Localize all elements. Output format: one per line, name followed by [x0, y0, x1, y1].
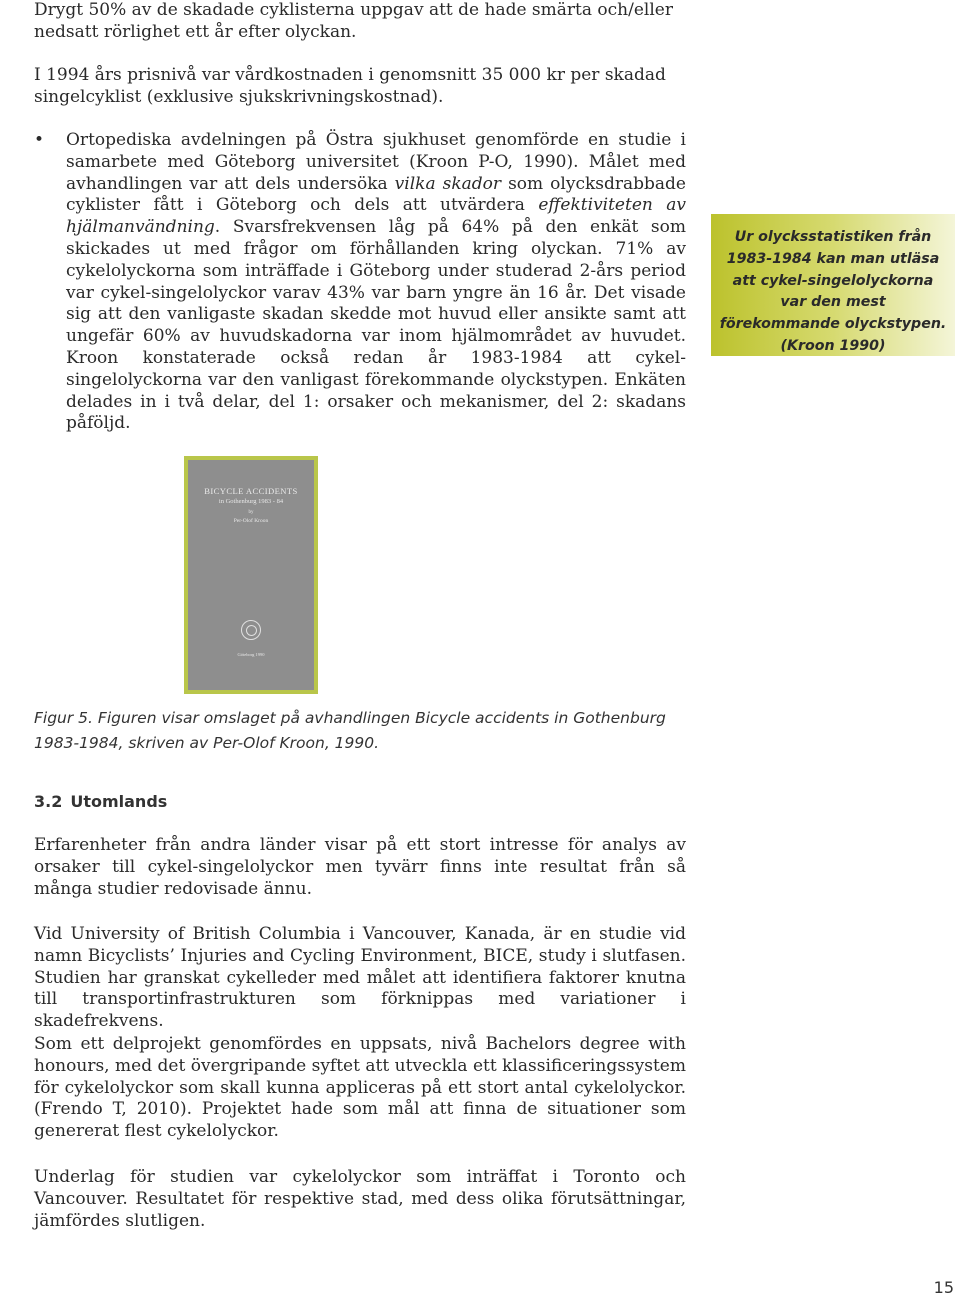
intro-paragraph-2: I 1994 års prisnivå var vårdkostnaden i genomsnitt 35 000 kr per skadad singelcyklist (exklusive sjukskrivningskostnad). — [34, 65, 666, 107]
cover-title: BICYCLE ACCIDENTS — [204, 486, 298, 496]
callout-box — [711, 214, 955, 356]
bullet-icon: • — [34, 130, 45, 150]
bullet-item — [34, 130, 686, 435]
bullet-emphasis-injuries: vilka skador — [394, 173, 502, 194]
page-number: 15 — [933, 1278, 954, 1297]
figure-frame — [184, 456, 318, 694]
cover-author: Per-Olof Kroon — [233, 518, 269, 524]
bullet-text — [66, 130, 686, 435]
section-heading — [34, 792, 167, 811]
cover-by: by — [248, 510, 254, 515]
body-paragraph-3: Som ett delprojekt genomfördes en uppsats, nivå Bachelors degree with honours, med det övergripande syftet att utveckla ett klassificeringssystem för cykelolyckor som skall kunna appliceras på ett stort antal cykelolyckor. (Frendo T, 2010). Projektet hade som mål att finna de situationer som genererat flest cykelolyckor. — [34, 1034, 686, 1142]
cover-subtitle: in Gothenburg 1983 - 84 — [218, 498, 284, 505]
university-seal-icon — [241, 620, 261, 640]
cover-place: Göteborg 1990 — [237, 652, 265, 657]
book-cover-image — [188, 460, 314, 690]
intro-paragraph-1: Drygt 50% av de skadade cyklisterna uppgav att de hade smärta och/eller nedsatt rörlighet ett år efter olyckan. — [34, 0, 673, 42]
bullet-text-part-2: som olycksdrabbade cyklister fått i Göteborg och dels att utvärdera — [66, 173, 686, 216]
section-title: Utomlands — [70, 792, 168, 811]
bullet-text-part-3: . Svarsfrekvensen låg på 64% på den enkät som skickades ut med frågor om förhållanden kring olyckan. 71% av cykelolyckorna som inträffade i Göteborg under studerad 2-års period var cykel-singelolyckor varav 43% var barn yngre än 16 år. Det visade sig att den vanligaste skadan skedde mot huvud eller ansikte samt att ungefär 60% av huvudskadorna var inom hjälmområdet av huvudet. Kroon konstaterade också redan år 1983-1984 att cykel-singelolyckorna var den vanligast förekommande olyckstypen. Enkäten delades in i två delar, del 1: orsaker och mekanismer, del 2: skadans påföljd. — [66, 217, 686, 434]
body-paragraph-4: Underlag för studien var cykelolyckor som inträffat i Toronto och Vancouver. Resultatet för respektive stad, med dess olika förutsättningar, jämfördes slutligen. — [34, 1167, 686, 1231]
body-paragraph-1: Erfarenheter från andra länder visar på ett stort intresse för analys av orsaker till cykel-singelolyckor men tyvärr finns inte resultat från så många studier redovisade ännu. — [34, 835, 686, 899]
callout-text: Ur olycksstatistiken från 1983-1984 kan man utläsa att cykel-singelolyckorna var den mest förekommande olyckstypen. (Kroon 1990) — [719, 229, 947, 354]
bullet-emphasis-helmet: effektiviteten av hjälmanvändning — [66, 195, 687, 238]
bullet-text-part-1: Ortopediska avdelningen på Östra sjukhuset genomförde en studie i samarbete med Göteborg universitet (Kroon P-O, 1990). Målet med avhandlingen var att dels undersöka — [66, 130, 686, 194]
body-paragraph-2: Vid University of British Columbia i Vancouver, Kanada, är en studie vid namn Bicyclists’ Injuries and Cycling Environment, BICE, study i slutfasen. Studien har granskat cykelleder med målet att identifiera faktorer knutna till transportinfrastrukturen som förknippas med variationer i skadefrekvens. — [34, 924, 686, 1032]
figure-caption: Figur 5. Figuren visar omslaget på avhandlingen Bicycle accidents in Gothenburg 1983-1984, skriven av Per-Olof Kroon, 1990. — [34, 709, 666, 752]
section-number: 3.2 — [34, 792, 63, 811]
